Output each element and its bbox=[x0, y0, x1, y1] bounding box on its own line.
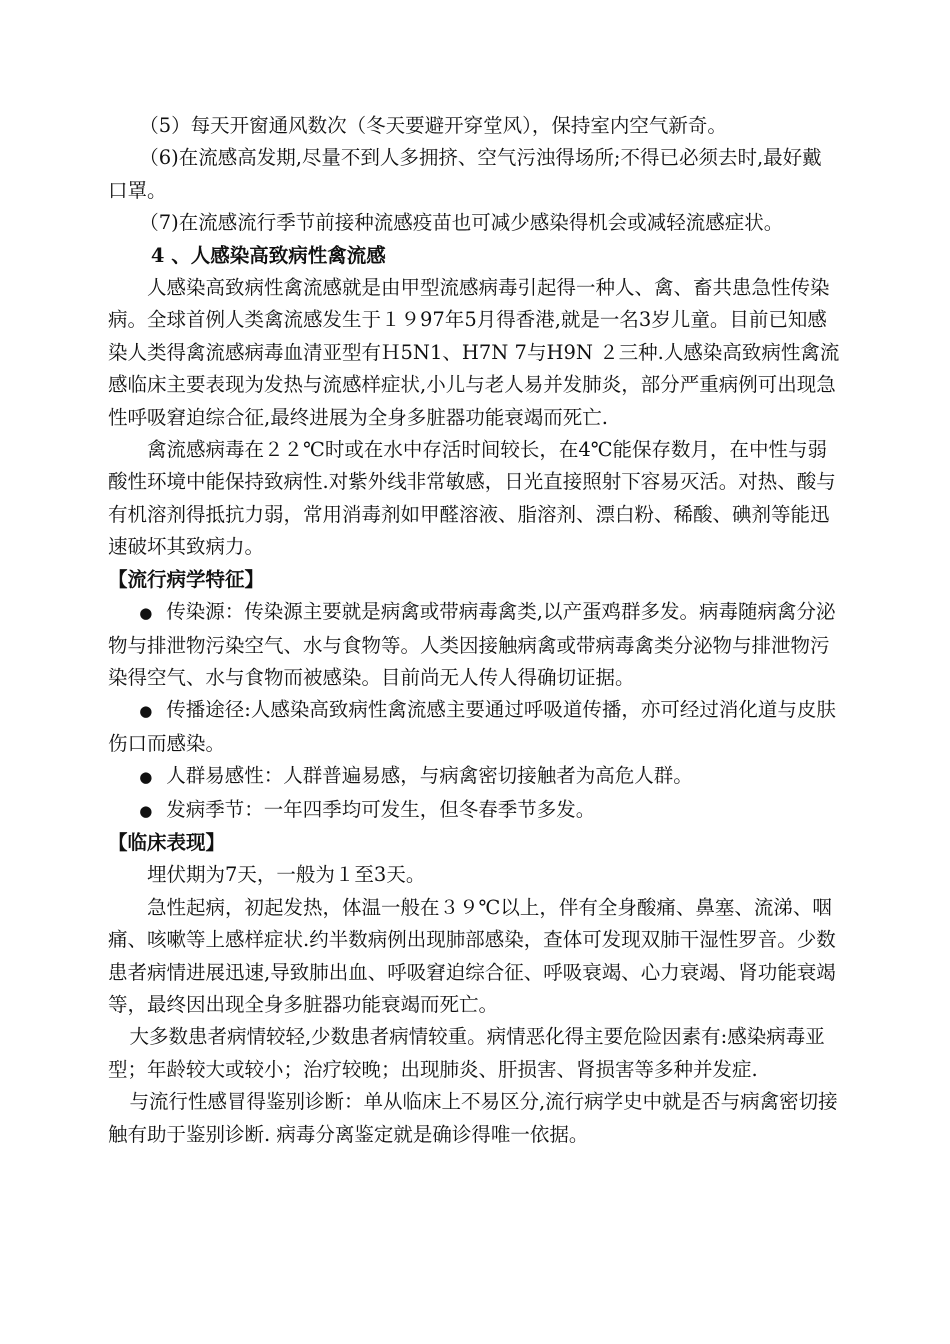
bullet-item-susceptibility bbox=[108, 760, 840, 793]
bullet-icon: ● bbox=[139, 801, 153, 820]
bullet-item-transmission bbox=[108, 694, 840, 760]
section-title-clinical: 【临床表现】 bbox=[108, 830, 226, 854]
bullet-text: 人群易感性：人群普遍易感，与病禽密切接触者为高危人群。 bbox=[166, 764, 693, 788]
section-heading-4: 4 、人感染高致病性禽流感 bbox=[150, 243, 386, 267]
bullet-icon: ● bbox=[139, 702, 153, 721]
paragraph-incubation: 埋伏期为7天，一般为１至3天。 bbox=[147, 863, 426, 887]
bullet-icon: ● bbox=[139, 768, 153, 787]
paragraph-measure-6: （6)在流感高发期,尽量不到人多拥挤、空气污浊得场所;不得已必须去时,最好戴口罩。 bbox=[108, 146, 822, 202]
section-title-epidemiology: 【流行病学特征】 bbox=[108, 567, 265, 591]
bullet-text: 传染源：传染源主要就是病禽或带病毒禽类,以产蛋鸡群多发。病毒随病禽分泌物与排泄物污染空气、水与食物等。人类因接触病禽或带病毒禽类分泌物与排泄物污染得空气、水与食物而被感染。目前尚无人传人得确切证据。 bbox=[108, 600, 836, 689]
bullet-text: 传播途径:人感染高致病性禽流感主要通过呼吸道传播，亦可经过消化道与皮肤伤口而感染。 bbox=[108, 698, 836, 755]
bullet-item-source bbox=[108, 596, 840, 694]
document-body bbox=[108, 110, 840, 1151]
paragraph-intro: 人感染高致病性禽流感就是由甲型流感病毒引起得一种人、禽、畜共患急性传染病。全球首例人类禽流感发生于１９97年5月得香港,就是一名3岁儿童。目前已知感染人类得禽流感病毒血清亚型有Ｈ5N1、H7N 7与H9N ２三种.人感染高致病性禽流感临床主要表现为发热与流感样症状,小儿与老人易并发肺炎，部分严重病例可出现急性呼吸窘迫综合征,最终进展为全身多脏器功能衰竭而死亡. bbox=[108, 276, 840, 429]
paragraph-onset: 急性起病，初起发热，体温一般在３９℃以上，伴有全身酸痛、鼻塞、流涕、咽痛、咳嗽等上感样症状.约半数病例出现肺部感染，查体可发现双肺干湿性罗音。少数患者病情进展迅速,导致肺出血、呼吸窘迫综合征、呼吸衰竭、心力衰竭、肾功能衰竭等，最终因出现全身多脏器功能衰竭而死亡。 bbox=[108, 895, 836, 1016]
bullet-text: 发病季节：一年四季均可发生，但冬春季节多发。 bbox=[166, 797, 596, 821]
bullet-item-season bbox=[108, 794, 840, 827]
paragraph-severity: 大多数患者病情较轻,少数患者病情较重。病情恶化得主要危险因素有:感染病毒亚型；年龄较大或较小；治疗较晚；出现肺炎、肝损害、肾损害等多种并发症. bbox=[108, 1025, 825, 1081]
paragraph-differential: 与流行性感冒得鉴别诊断：单从临床上不易区分,流行病学史中就是否与病禽密切接触有助于鉴别诊断. 病毒分离鉴定就是确诊得唯一依据。 bbox=[108, 1090, 838, 1146]
paragraph-measure-7: （7)在流感流行季节前接种流感疫苗也可减少感染得机会或减轻流感症状。 bbox=[139, 211, 784, 235]
paragraph-virus-properties: 禽流感病毒在２２℃时或在水中存活时间较长，在4℃能保存数月，在中性与弱酸性环境中能保持致病性.对紫外线非常敏感，日光直接照射下容易灭活。对热、酸与有机溶剂得抵抗力弱，常用消毒剂如甲醛溶液、脂溶剂、漂白粉、稀酸、碘剂等能迅速破坏其致病力。 bbox=[108, 438, 836, 559]
paragraph-measure-5: （5）每天开窗通风数次（冬天要避开穿堂风），保持室内空气新奇。 bbox=[139, 114, 727, 137]
bullet-icon: ● bbox=[139, 604, 153, 623]
